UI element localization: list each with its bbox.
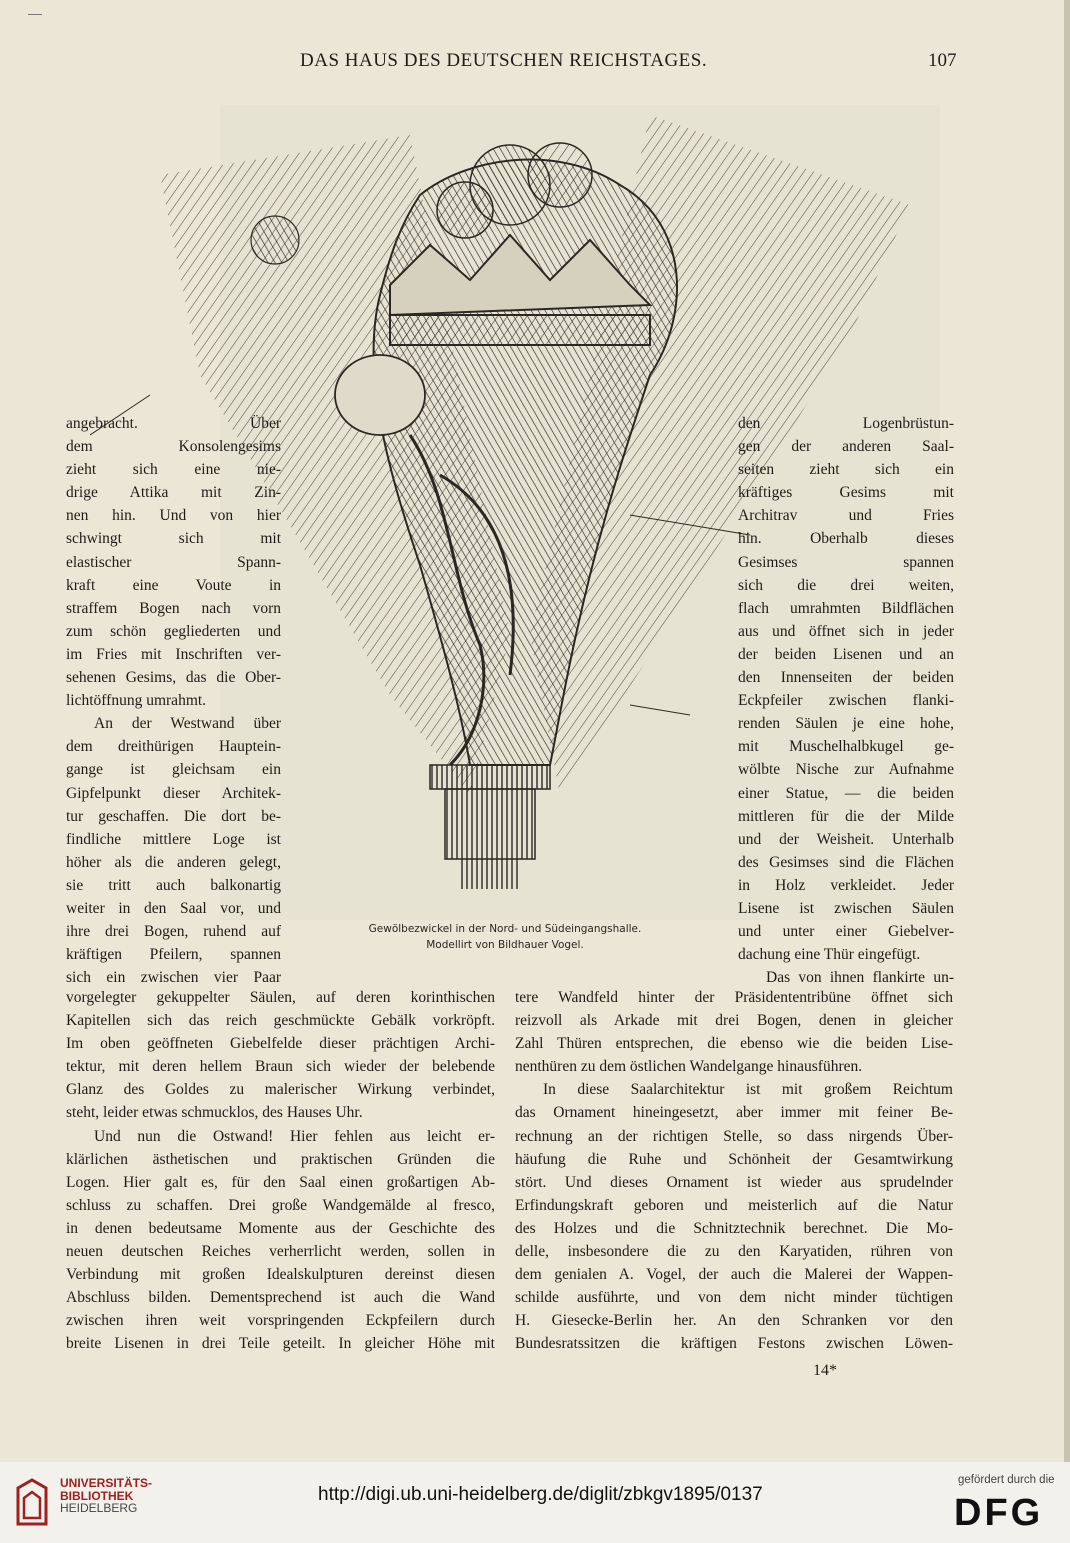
text-line: den Innenseiten der beiden [738,669,954,687]
page-number: 107 [928,50,957,71]
text-line: In diese Saalarchitektur ist mit großem Reichtum [543,1081,953,1099]
text-line: Bundesratssitzen die kräftigen Festons zwischen Löwen- [515,1335,953,1353]
text-line: Glanz des Goldes zu malerischer Wirkung verbindet, [66,1081,495,1099]
text-line: tektur, mit deren hellem Braun sich wieder der belebende [66,1058,495,1076]
text-line: lichtöffnung umrahmt. [66,692,207,710]
text-line: sehenen Gesims, das die Ober- [66,669,281,687]
text-line: Lisene ist zwischen Säulen [738,899,954,917]
text-line: seiten zieht sich ein [738,461,954,479]
text-line: Gesimses spannen [738,553,954,571]
text-line: tere Wandfeld hinter der Präsidententribüne öffnet sich [515,989,953,1006]
text-line: das Ornament hineingesetzt, aber immer mit feiner Be- [515,1104,953,1122]
text-line: Und nun die Ostwand! Hier fehlen aus leicht er- [94,1127,495,1145]
text-line: Architrav und Fries [738,507,954,525]
text-line: delle, insbesondere die zu den Karyatiden, rühren von [515,1243,953,1261]
text-line: gange ist gleichsam ein [66,761,281,779]
text-line: renden Säulen je eine hohe, [738,715,954,733]
text-line: neuen deutschen Reiches verherrlicht werden, sollen in [66,1243,495,1261]
caption-line-1: Gewölbezwickel in der Nord- und Südeingangshalle. [368,923,642,935]
text-line: und unter einer Giebelver- [738,923,954,941]
library-name [60,1477,152,1515]
text-line: flach umrahmten Bildflächen [738,599,954,617]
right-narrow-column [738,412,954,989]
text-line: zwischen ihren weit vorspringenden Eckpfeilern durch [66,1312,495,1330]
text-line: und der Weisheit. Unterhalb [738,830,954,848]
text-line: in Holz verkleidet. Jeder [738,876,954,894]
text-line: aus und öffnet sich in jeder [738,622,954,640]
text-line: mittleren für die der Milde [738,807,954,825]
text-line: Eckpfeiler zwischen flanki- [738,692,954,710]
text-line: einer Statue, — die beiden [738,784,954,802]
text-line: häufung die Ruhe und Schönheit der Gesamtwirkung [515,1150,953,1168]
text-line: rechnung an der richtigen Stelle, so dass nirgends Über- [515,1127,953,1145]
text-line: kraft eine Voute in [66,576,281,594]
text-line: drige Attika mit Zin- [66,484,281,502]
text-line: steht, leider etwas schmucklos, des Hauses Uhr. [66,1104,363,1122]
text-line: schwingt sich mit [66,530,281,548]
running-head: DAS HAUS DES DEUTSCHEN REICHSTAGES. [300,50,708,71]
text-line: Das von ihnen flankirte un- [766,969,954,987]
text-line: Im oben geöffneten Giebelfelde dieser prächtigen Archi- [66,1035,495,1053]
page-edge [1064,0,1070,1462]
text-line: dem dreithürigen Hauptein- [66,738,281,756]
text-line: elastischer Spann- [66,553,281,571]
text-line: ihre drei Bogen, ruhend auf [66,923,281,941]
text-line: sich die drei weiten, [738,576,954,594]
text-line: Kapitellen sich das reich geschmückte Gebälk vorkröpft. [66,1012,495,1030]
text-line: Zahl Thüren entsprechen, die ebenso wie die beiden Lise- [515,1035,953,1053]
text-line: vorgelegter gekuppelter Säulen, auf deren korinthischen [66,989,495,1006]
text-line: dem genialen A. Vogel, der auch die Malerei der Wappen- [515,1266,953,1284]
footer-bar [0,1462,1070,1543]
text-line: den Logenbrüstun- [738,415,954,432]
margin-mark [28,14,42,15]
text-line: klärlichen ästhetischen und praktischen Gründen die [66,1150,495,1168]
text-line: kräftigen Pfeilern, spannen [66,946,281,964]
text-line: zum schön gegliederten und [66,622,281,640]
text-line: in denen bedeutsame Momente aus der Geschichte des [66,1219,495,1237]
text-line: wölbte Nische zur Aufnahme [738,761,954,779]
text-line: reizvoll als Arkade mit drei Bogen, denen in gleicher [515,1012,953,1030]
text-line: sich ein zwischen vier Paar [66,969,281,987]
text-line: An der Westwand über [94,715,281,733]
source-url-link[interactable]: http://digi.ub.uni-heidelberg.de/diglit/zbkgv1895/0137 [318,1484,763,1505]
library-name-line-1: UNIVERSITÄTS- [60,1476,153,1490]
text-line: nen hin. Und von hier [66,507,281,525]
left-narrow-column [66,412,281,989]
text-line: weiter in den Saal vor, und [66,899,281,917]
text-line: zieht sich eine nie- [66,461,281,479]
caption-line-2: Modellirt von Bildhauer Vogel. [426,939,584,951]
text-line: sie tritt auch balkonartig [66,876,281,894]
text-line: findliche mittlere Loge ist [66,830,281,848]
signature-mark: 14* [813,1362,837,1379]
text-line: im Fries mit Inschriften ver- [66,645,281,663]
text-line: Logen. Hier galt es, für den Saal einen großartigen Ab- [66,1173,495,1191]
text-line: des Gesimses sind die Flächen [738,853,954,871]
text-line: breite Lisenen in drei Teile geteilt. In gleicher Höhe mit [66,1335,495,1353]
text-line: stört. Und dieses Ornament ist wieder aus sprudelnder [515,1173,953,1191]
text-line: Abschluss bilden. Dementsprechend ist auch die Wand [66,1289,495,1307]
text-line: schilde ausführte, und von dem nicht minder tüchtigen [515,1289,953,1307]
text-line: höher als die anderen gelegt, [66,853,281,871]
library-name-line-2: BIBLIOTHEK [60,1488,134,1503]
library-logo-icon [14,1478,50,1526]
text-line: straffem Bogen nach vorn [66,599,281,617]
text-line: angebracht. Über [66,415,281,432]
text-line: gen der anderen Saal- [738,438,954,456]
text-line: schluss zu schaffen. Drei große Wandgemälde al fresco, [66,1196,495,1214]
left-wide-column [66,986,495,1356]
dfg-logo: DFG [954,1492,1044,1534]
text-line: tur geschaffen. Die dort be- [66,807,281,825]
text-line: dem Konsolengesims [66,438,281,456]
text-line: mit Muschelhalbkugel ge- [738,738,954,756]
text-line: Verbindung mit großen Idealskulpturen dereinst diesen [66,1266,495,1284]
funding-caption: gefördert durch die [958,1474,1055,1486]
text-line: des Holzes und die Schnitztechnik berechnet. Die Mo- [515,1219,953,1237]
text-line: Erfindungskraft geboren und meisterlich auf die Natur [515,1196,953,1214]
text-line: dachung eine Thür eingefügt. [738,946,921,964]
text-line: kräftiges Gesims mit [738,484,954,502]
text-line: hin. Oberhalb dieses [738,530,954,548]
right-wide-column [515,986,953,1356]
text-line: Gipfelpunkt dieser Architek- [66,784,281,802]
library-name-line-3: HEIDELBERG [60,1501,138,1515]
text-line: H. Giesecke-Berlin her. An den Schranken vor den [515,1312,953,1330]
text-line: nenthüren zu dem östlichen Wandelgange hinausführen. [515,1058,863,1076]
figure-caption [290,921,720,953]
text-line: der beiden Lisenen und an [738,645,954,663]
